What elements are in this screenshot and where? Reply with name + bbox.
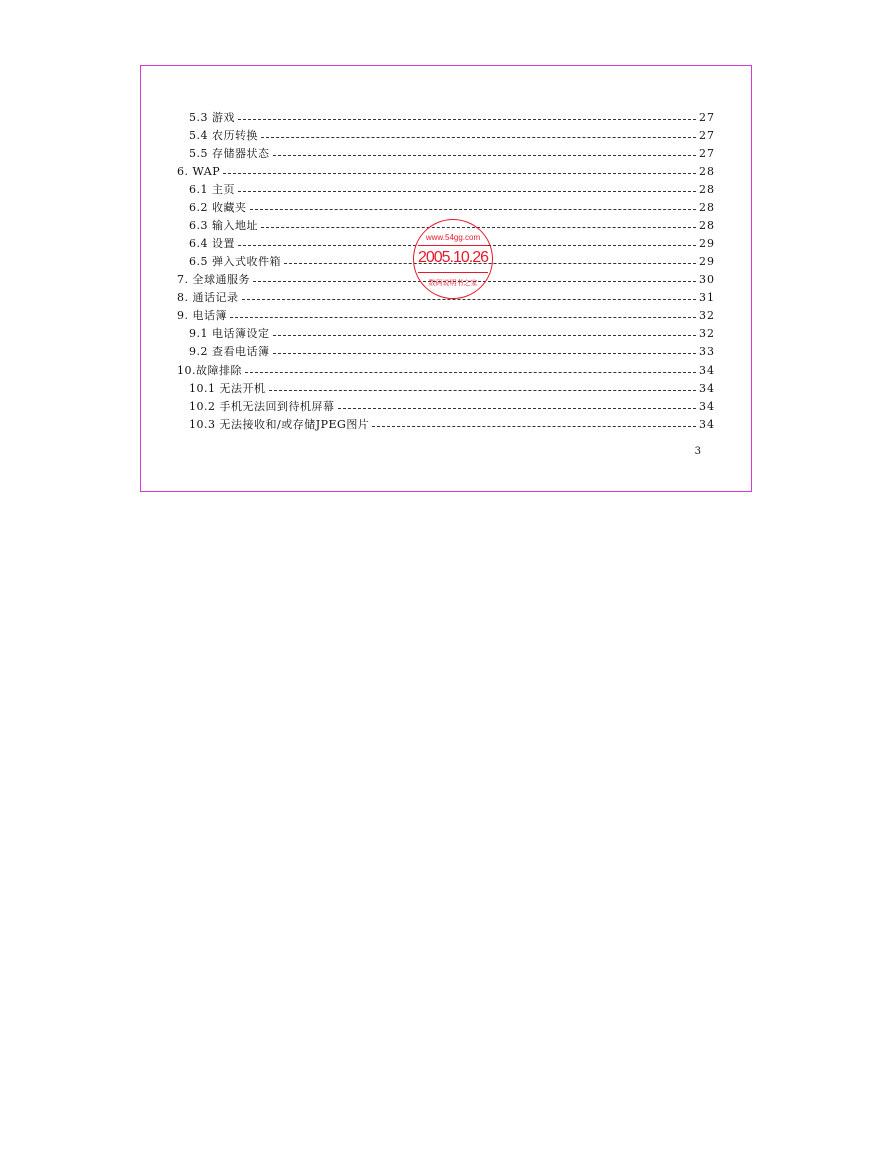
toc-entry-page: 27 (699, 129, 715, 142)
page-frame (140, 65, 752, 492)
toc-entry-label: 10.故障排除 (177, 364, 242, 377)
table-of-contents (141, 66, 751, 491)
toc-entry-label: 6.2 收藏夹 (189, 201, 247, 214)
toc-entry-label: 10.1 无法开机 (189, 382, 266, 395)
toc-entry-label: 6.5 弹入式收件箱 (189, 255, 281, 268)
toc-entry[interactable] (189, 416, 715, 434)
toc-entry-page: 32 (699, 309, 715, 322)
toc-entry-page: 29 (699, 237, 715, 250)
stamp-divider (418, 245, 488, 246)
dot-leader (338, 408, 697, 409)
toc-entry-label: 9.1 电话簿设定 (189, 327, 270, 340)
dot-leader (238, 191, 696, 192)
dot-leader (269, 390, 697, 391)
toc-entry-page: 30 (699, 273, 715, 286)
stamp-subtitle: 数码说明书之家 (428, 280, 478, 287)
toc-entry[interactable] (189, 325, 715, 343)
dot-leader (250, 209, 697, 210)
dot-leader (261, 137, 696, 138)
stamp-date: 2005.10.26 (417, 249, 489, 266)
dot-leader (273, 353, 697, 354)
toc-entry-page: 28 (699, 201, 715, 214)
toc-entry-page: 32 (699, 327, 715, 340)
toc-entry[interactable] (189, 398, 715, 416)
toc-entry-page: 28 (699, 219, 715, 232)
toc-entry-page: 27 (699, 147, 715, 160)
date-stamp (413, 219, 493, 299)
dot-leader (273, 155, 697, 156)
toc-entry[interactable] (177, 163, 715, 181)
toc-entry-page: 28 (699, 165, 715, 178)
toc-entry-page: 34 (699, 418, 715, 431)
toc-entry-page: 28 (699, 183, 715, 196)
toc-entry[interactable] (189, 199, 715, 217)
dot-leader (242, 299, 697, 300)
toc-entry-label: 5.5 存储器状态 (189, 147, 270, 160)
dot-leader (238, 119, 696, 120)
toc-entry-label: 6.1 主页 (189, 183, 235, 196)
dot-leader (245, 372, 696, 373)
stamp-url: www.54gg.com (425, 233, 481, 242)
toc-entry[interactable] (189, 145, 715, 163)
dot-leader (273, 335, 697, 336)
toc-entry-label: 7. 全球通服务 (177, 273, 250, 286)
toc-entry-label: 10.3 无法接收和/或存储JPEG图片 (189, 418, 370, 431)
toc-entry-label: 9. 电话簿 (177, 309, 227, 322)
toc-entry[interactable] (189, 109, 715, 127)
toc-entry-page: 34 (699, 400, 715, 413)
toc-entry-page: 27 (699, 111, 715, 124)
toc-entry[interactable] (189, 127, 715, 145)
toc-entry-label: 6.3 输入地址 (189, 219, 258, 232)
toc-entry-label: 8. 通话记录 (177, 291, 239, 304)
toc-entry-page: 31 (699, 291, 715, 304)
toc-entry[interactable] (177, 362, 715, 380)
toc-entry-label: 6. WAP (177, 165, 221, 178)
toc-entry[interactable] (189, 380, 715, 398)
toc-entry-label: 6.4 设置 (189, 237, 235, 250)
toc-entry-page: 33 (699, 345, 715, 358)
toc-entry-page: 34 (699, 382, 715, 395)
toc-entry[interactable] (177, 307, 715, 325)
page-number: 3 (694, 446, 701, 457)
toc-entry-label: 10.2 手机无法回到待机屏幕 (189, 400, 335, 413)
dot-leader (223, 173, 696, 174)
toc-entry-label: 5.4 农历转换 (189, 129, 258, 142)
dot-leader (230, 317, 696, 318)
toc-entry[interactable] (189, 343, 715, 361)
toc-entry-label: 5.3 游戏 (189, 111, 235, 124)
toc-entry-page: 29 (699, 255, 715, 268)
toc-entry-label: 9.2 查看电话簿 (189, 345, 270, 358)
toc-entry[interactable] (189, 181, 715, 199)
dot-leader (372, 426, 696, 427)
toc-entry-page: 34 (699, 364, 715, 377)
stamp-divider (418, 272, 488, 273)
